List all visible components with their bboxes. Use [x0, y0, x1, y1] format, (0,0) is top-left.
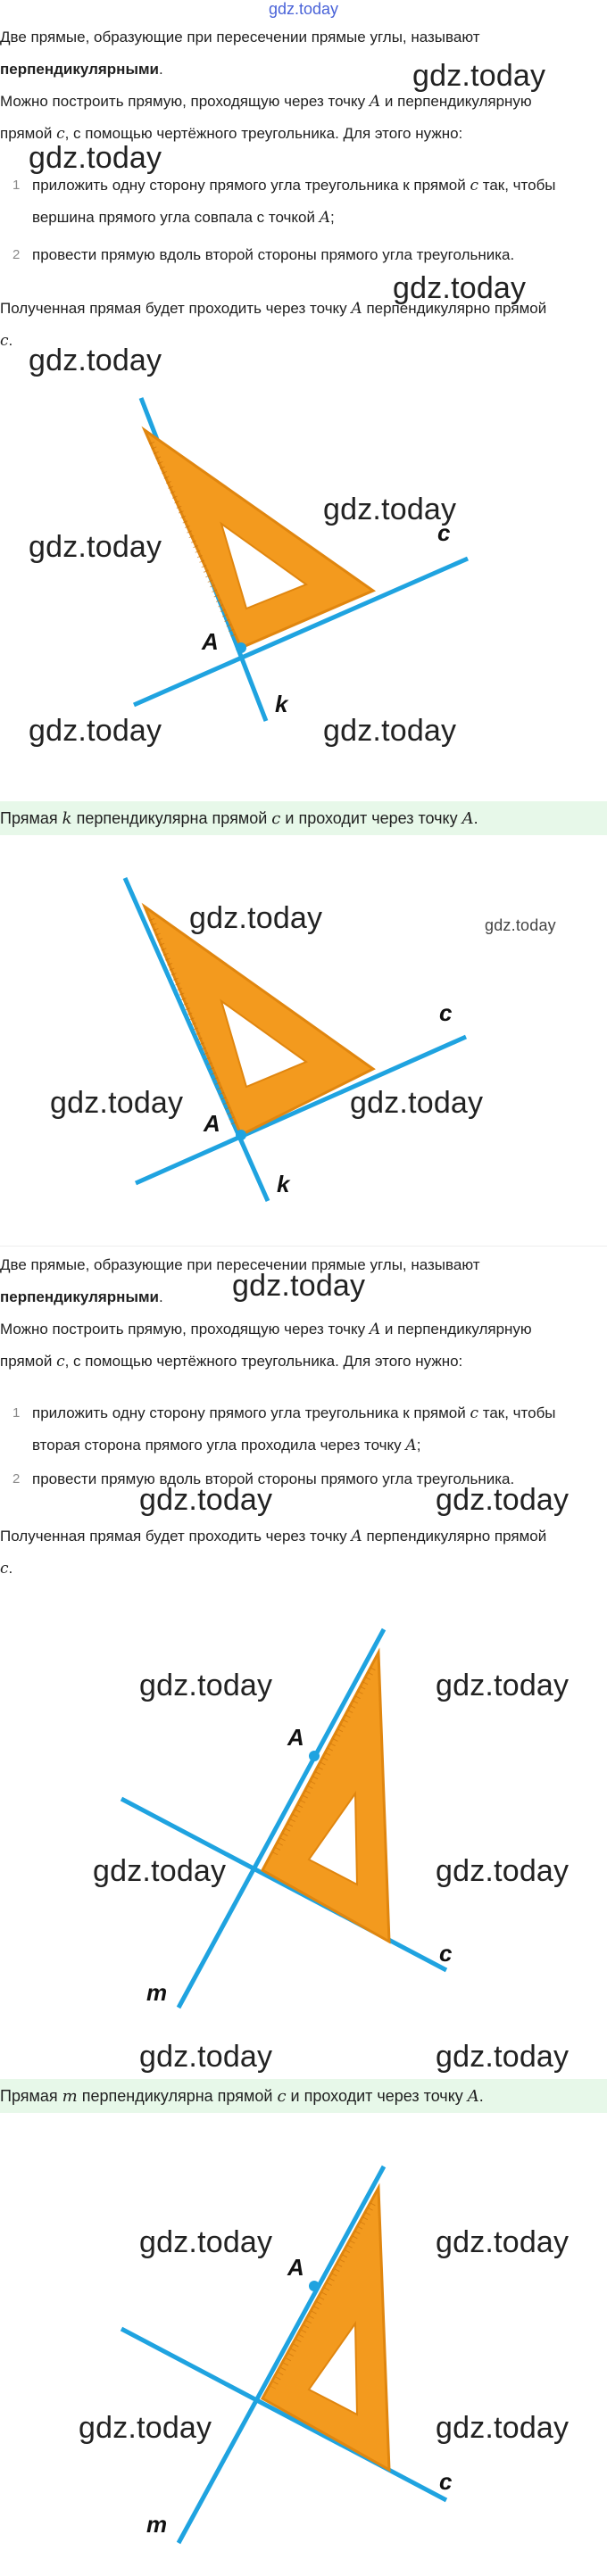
point-A — [309, 2281, 320, 2291]
section-divider — [0, 1246, 607, 1247]
label-c: c — [439, 2468, 453, 2495]
definition-term-line-2: перпендикулярными. — [0, 1288, 163, 1305]
watermark: gdz.today — [436, 1854, 570, 1888]
result-paragraph-cont: c. — [0, 332, 13, 350]
watermark: gdz.today — [436, 1483, 570, 1517]
watermark: gdz.today — [323, 714, 457, 748]
watermark: gdz.today — [412, 59, 546, 93]
construction-intro-2-cont: прямой c, с помощью чертёжного треугольника. Для этого нужно: — [0, 1353, 463, 1371]
watermark: gdz.today — [29, 530, 162, 564]
step-number: 1 — [12, 1405, 21, 1421]
result-paragraph-2-cont: c. — [0, 1560, 13, 1578]
step-number: 2 — [12, 247, 21, 262]
watermark: gdz.today — [189, 901, 323, 935]
site-logo[interactable]: gdz.today — [268, 0, 339, 18]
set-square — [262, 1652, 389, 1942]
step-number: 1 — [12, 178, 21, 193]
step-number: 2 — [12, 1471, 21, 1487]
definition-paragraph: Две прямые, образующие при пересечении прямые углы, называют — [0, 29, 480, 46]
watermark: gdz.today — [393, 271, 527, 305]
label-A: A — [287, 1724, 304, 1751]
set-square — [262, 2188, 389, 2470]
label-A: A — [287, 2254, 304, 2281]
label-m: m — [146, 2511, 168, 2538]
definition-paragraph-2: Две прямые, образующие при пересечении прямые углы, называют — [0, 1256, 480, 1273]
watermark: gdz.today — [139, 1669, 273, 1702]
watermark: gdz.today — [350, 1086, 484, 1120]
highlight-note-2: Прямая m перпендикулярна прямой c и проходит через точку A. — [0, 2079, 607, 2113]
watermark: gdz.today — [436, 1669, 570, 1702]
label-c: c — [439, 1940, 453, 1967]
watermark: gdz.today — [139, 1483, 273, 1517]
watermark: gdz.today — [436, 2040, 570, 2074]
label-m: m — [146, 1979, 168, 2006]
label-k: k — [275, 691, 288, 717]
watermark: gdz.today — [29, 344, 162, 377]
point-A — [236, 1130, 246, 1140]
point-A — [236, 642, 246, 653]
label-A: A — [202, 628, 219, 655]
label-k: k — [277, 1171, 290, 1197]
figure-4-perpendicular-m — [0, 2150, 607, 2576]
watermark: gdz.today — [232, 1269, 366, 1303]
watermark: gdz.today — [79, 2411, 212, 2445]
label-A: A — [204, 1110, 220, 1137]
result-paragraph: Полученная прямая будет проходить через точку A перпендикулярно прямой — [0, 300, 547, 318]
label-c: c — [439, 999, 453, 1026]
watermark: gdz.today — [485, 916, 556, 934]
watermark: gdz.today — [93, 1854, 227, 1888]
watermark: gdz.today — [323, 493, 457, 526]
result-paragraph-2: Полученная прямая будет проходить через точку A перпендикулярно прямой — [0, 1528, 547, 1545]
watermark: gdz.today — [29, 141, 162, 175]
watermark: gdz.today — [139, 2040, 273, 2074]
watermark: gdz.today — [436, 2411, 570, 2445]
highlight-note: Прямая k перпендикулярна прямой c и проходит через точку A. — [0, 801, 607, 835]
construction-intro-2: Можно построить прямую, проходящую через точку A и перпендикулярную — [0, 1321, 532, 1338]
label-c: c — [437, 519, 451, 546]
watermark: gdz.today — [50, 1086, 184, 1120]
definition-term-line: перпендикулярными. — [0, 61, 163, 78]
watermark: gdz.today — [29, 714, 162, 748]
construction-intro-cont: прямой c, с помощью чертёжного треугольника. Для этого нужно: — [0, 125, 463, 143]
watermark: gdz.today — [139, 2225, 273, 2259]
watermark: gdz.today — [436, 2225, 570, 2259]
point-A — [309, 1751, 320, 1761]
construction-intro: Можно построить прямую, проходящую через точку A и перпендикулярную — [0, 93, 532, 111]
term-perpendicular: перпендикулярными — [0, 61, 159, 78]
term-perpendicular: перпендикулярными — [0, 1288, 159, 1305]
